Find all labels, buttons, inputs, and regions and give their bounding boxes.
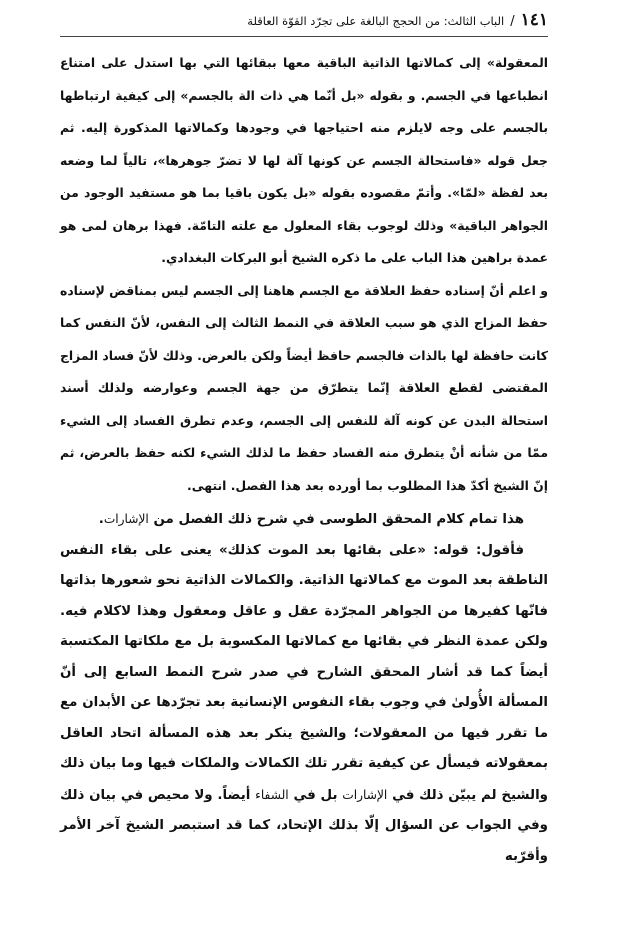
- body-text: أيضاً. ولا محيص في بيان ذلك وفي الجواب عن السؤال إلّا بذلك الإتحاد، كما قد استبصر الشيخ آخر الأمر وأقرّبه: [60, 787, 548, 864]
- book-name-isharat: الإشارات: [342, 787, 388, 802]
- punctuation: .: [98, 512, 104, 527]
- commentary-quote: [60, 47, 548, 502]
- body-paragraph: [60, 536, 548, 873]
- main-text: [60, 504, 548, 872]
- running-header: [60, 10, 548, 37]
- quote-paragraph: المعقولة» إلى كمالاتها الذاتية الباقية معها ببقائها التي بها استدل على امتناع انطباعها في الجسم. و بقوله «بل أنّما هي ذات الة بالجسم» إلى كيفية ارتباطها بالجسم على وجه لايلزم منه احتياجها في وجودها وكمالاتها المذكورة إليه. ثم جعل قوله «فاستحالة الجسم عن كونها آلة لها لا تضرّ جوهرها»، تالياً لما وضعه بعد لفظة «لمّا». وأتمّ مقصوده بقوله «بل يكون باقيا بما هو مستفيد الوجود من الجواهر الباقية» وذلك لوجوب بقاء المعلول مع علته التامّة. فهذا برهان لمى هو عمدة براهين هذا الباب على ما ذكره الشيخ أبو البركات البغدادي.: [60, 55, 548, 265]
- book-page: [60, 10, 548, 872]
- body-text: فأقول: قوله: «على بقائها بعد الموت كذلك» يعنى على بقاء النفس الناطقة بعد الموت مع كمالاتها الذاتية. والكمالات الذاتية نحو شعورها بذاتها فانّها كفيرها من الجواهر المجرّدة عقل و عاقل ومعقول وهذا لاكلام فيه. ولكن عمدة النظر في بقائها مع كمالاتها المكسوبة بل مع ملكاتها المكتسبة أيضاً كما قد أشار المحقق الشارح في صدر شرح النمط السابع إلى أنّ المسألة الأُولىٰ في وجوب بقاء النفوس الإنسانية بعد تجرّدها عن الأبدان مع ما تقرر فيها من المعقولات؛ والشيخ ينكر بعد هذه المسألة اتحاد العاقل بمعقولاته فيسأل عن كيفية تقرر تلك الكمالات والملكات فيها وما بيان ذلك والشيخ لم يبيّن ذلك في: [60, 542, 548, 803]
- body-text: بل في: [293, 787, 338, 803]
- book-name-shifa: الشفاء: [255, 787, 289, 802]
- body-paragraph: [60, 504, 548, 536]
- quote-paragraph: و اعلم أنّ إسناده حفظ العلاقة مع الجسم هاهنا إلى الجسم ليس بمناقض لإسناده حفظ المزاج الذي هو سبب العلاقة في النمط الثالث إلى النفس، لأنّ النفس كما كانت حافظة لها بالذات فالجسم حافظ أيضاً ولكن بالعرض. وذلك لأنّ فساد المزاج المقتضى لقطع العلاقة إنّما يتطرّق من جهة الجسم وعوارضه ولذلك أسند استحالة البدن عن كونه آلة للنفس إلى الجسم، وعدم تطرق الفساد إلى الشيء ممّا من شأنه أنْ يتطرق منه الفساد حفظ ما لذلك الشيء لكنه حفظ بالعرض، ثم إنّ الشيخ أكدّ هذا المطلوب بما أورده بعد هذا الفصل. انتهى.: [60, 282, 548, 493]
- page-number: ١٤١: [520, 10, 548, 30]
- book-name-isharat: الإشارات: [103, 512, 149, 526]
- chapter-title: الباب الثالث: من الحجج البالغة على تجرّد القوّة العاقلة: [247, 14, 505, 28]
- body-text: هذا تمام كلام المحقق الطوسى في شرح ذلك الفصل من: [153, 512, 524, 527]
- header-separator: /: [510, 14, 515, 29]
